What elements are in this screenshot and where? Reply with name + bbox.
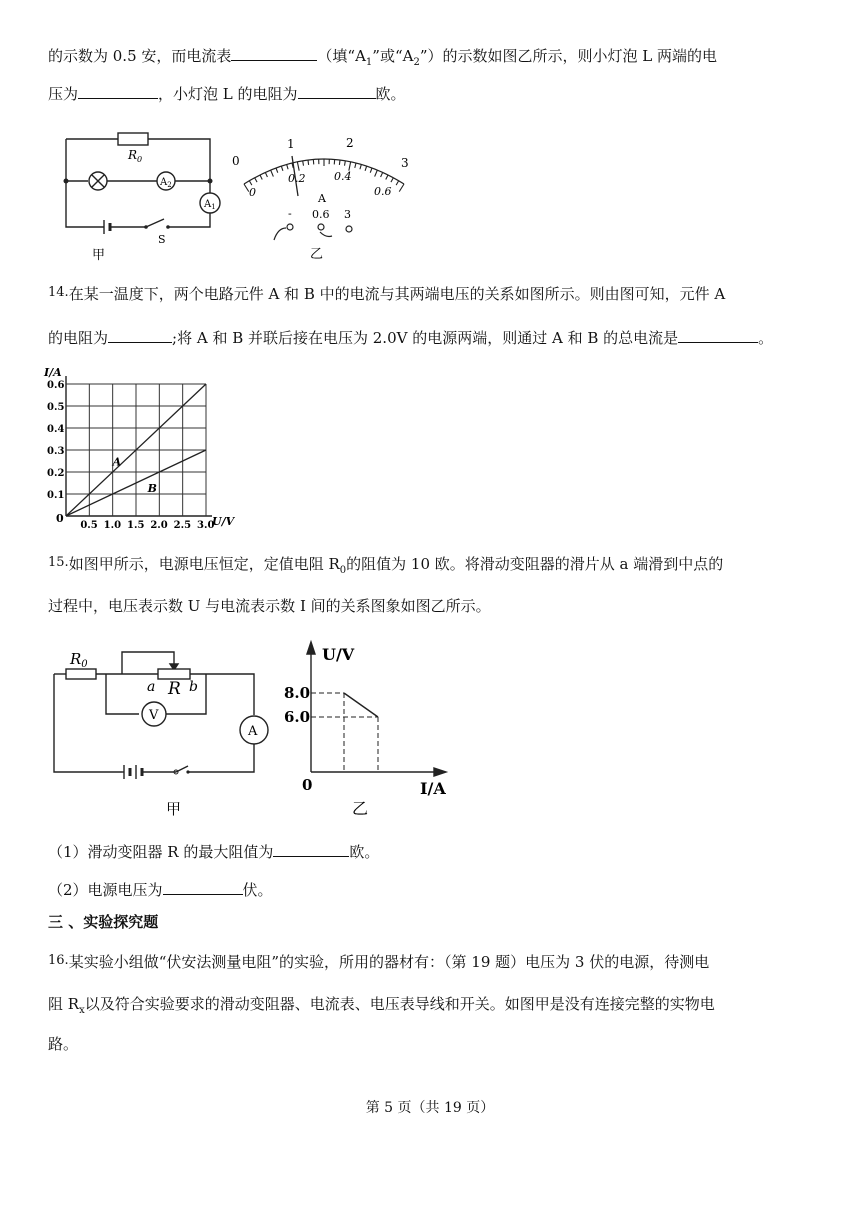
dial-tick (399, 184, 404, 192)
dial-upper-label: 0 (232, 154, 240, 168)
dial-tick (249, 181, 252, 185)
section-heading: 三 、实验探究题 (48, 913, 159, 931)
q15-text: 的阻值为 10 欧。将滑动变阻器的滑片从 a 端滑到中点的 (346, 555, 724, 573)
q16-text: 路。 (48, 1035, 79, 1053)
dial-lower-label: 0.2 (288, 172, 306, 185)
answer-blank[interactable] (231, 44, 317, 61)
terminal-label: 0.6 (312, 208, 330, 221)
q16-text: 某实验小组做“伏安法测量电阻”的实验，所用的器材有：（第 19 题）电压为 3 伏的电源，待测电 (68, 953, 710, 971)
q13-text: ，小灯泡 L 的电阻为 (158, 85, 298, 103)
q15-line-2 (48, 596, 491, 616)
q14-text: 的电阻为 (48, 329, 109, 347)
q14-line-2 (48, 326, 773, 348)
q14-line-1 (48, 284, 725, 306)
q16-text: 以及符合实验要求的滑动变阻器、电流表、电压表导线和开关。如图甲是没有连接完整的实物电 (84, 995, 715, 1013)
q14-text: 在某一温度下，两个电路元件 A 和 B 中的电流与其两端电压的关系如图所示。则由图可知，元件 A (68, 285, 726, 303)
chart-y-tick-label: 0.4 (47, 424, 65, 435)
voltmeter-label: V (149, 708, 159, 723)
chart-xlabel: U/V (212, 515, 235, 528)
q16-subscript: x (79, 1005, 85, 1016)
q13-line-1 (48, 44, 717, 73)
rheostat-end-b-label: b (189, 679, 198, 695)
chart-x-tick-label: 2.5 (173, 520, 192, 531)
dial-tick (355, 163, 356, 168)
dial-tick (386, 175, 388, 179)
page-footer: 第 5 页（共 19 页） (365, 1100, 495, 1116)
dial-tick (308, 160, 309, 165)
q16-line-3 (48, 1034, 78, 1054)
q13-subscript: 1 (365, 57, 373, 68)
q15-text: 欧。 (349, 843, 380, 861)
q14-text: 。 (758, 329, 774, 347)
dial-upper-label: 1 (287, 137, 295, 151)
terminal-label: - (288, 207, 292, 220)
dial-tick (276, 168, 278, 173)
q13-text: 欧。 (375, 85, 406, 103)
chart-series-label: B (147, 481, 157, 495)
q15-ui-graph (278, 638, 460, 824)
q15-subscript: 0 (339, 565, 347, 576)
dial-tick (370, 168, 372, 173)
graph-ylabel: U/V (322, 645, 355, 664)
dial-tick (260, 175, 262, 179)
chart-x-tick-label: 3.0 (197, 520, 215, 531)
figure-caption-yi: 乙 (310, 247, 324, 262)
dial-lower-label: 0.6 (374, 185, 392, 198)
dial-tick (303, 161, 304, 166)
ammeter-a1-label: $A_1$ (204, 199, 216, 211)
chart-x-tick-label: 1.5 (127, 520, 145, 531)
dial-lower-label: 0.4 (334, 170, 352, 183)
q16-text: 阻 R (48, 995, 80, 1013)
graph-y-tick: 6.0 (284, 708, 311, 726)
chart-x-tick-label: 0.5 (80, 520, 98, 531)
chart-ylabel: I/A (44, 366, 62, 379)
graph-origin-label: 0 (302, 776, 313, 794)
rheostat-r-label: R (168, 679, 181, 699)
q15-text: 如图甲所示，电源电压恒定，定值电阻 R (68, 555, 340, 573)
dial-unit-label: A (318, 192, 326, 205)
q16-line-1 (48, 952, 709, 974)
r0-label: $R_0$ (70, 650, 88, 670)
ammeter-label: A (248, 724, 258, 739)
q15-text: （1）滑动变阻器 R 的最大阻值为 (48, 843, 274, 861)
chart-y-tick-label: 0.5 (47, 402, 65, 413)
terminal-label: 3 (344, 208, 351, 221)
chart-series-label: A (112, 455, 122, 469)
q15-text: （2）电源电压为 (48, 881, 163, 899)
dial-tick (265, 172, 267, 177)
q13-text: ”或“A (372, 47, 414, 65)
rheostat-end-a-label: a (147, 679, 156, 695)
dial-tick (375, 170, 378, 176)
figure-caption-jia: 甲 (166, 800, 182, 818)
chart-y-tick-label: 0.3 (47, 446, 65, 457)
dial-tick (381, 172, 383, 177)
dial-tick (297, 162, 299, 171)
answer-blank[interactable] (273, 840, 349, 857)
q15-circuit-diagram (48, 644, 274, 822)
question-number: 14. (48, 285, 69, 300)
dial-tick (281, 166, 283, 171)
q13-circuit-diagram (58, 125, 228, 265)
answer-blank[interactable] (163, 878, 243, 895)
q13-text: ”）的示数如图乙所示，则小灯泡 L 两端的电 (419, 47, 718, 65)
question-number: 15. (48, 555, 69, 570)
q13-text: 压为 (48, 85, 79, 103)
chart-y-tick-label: 0.6 (47, 380, 65, 391)
q15-line-1 (48, 554, 723, 581)
q13-subscript: 2 (413, 57, 420, 68)
chart-y-tick-label: 0.1 (47, 490, 65, 501)
q13-line-2 (48, 82, 406, 104)
dial-tick (396, 181, 399, 185)
dial-tick (365, 166, 367, 171)
iu-chart (40, 362, 240, 532)
switch-s-label: S (158, 233, 166, 246)
dial-tick (360, 164, 361, 169)
q15-sub-2 (48, 878, 273, 900)
answer-blank[interactable] (678, 326, 758, 343)
q13-text: （填“A (317, 47, 366, 65)
dial-upper-label: 2 (346, 136, 354, 150)
chart-y-tick-label: 0.2 (47, 468, 65, 479)
q14-text: ;将 A 和 B 并联后接在电压为 2.0V 的电源两端，则通过 A 和 B 的总电流是 (172, 329, 679, 347)
dial-tick (255, 178, 257, 182)
r0-label: $R_0$ (128, 148, 143, 164)
chart-origin-label: 0 (56, 512, 64, 525)
answer-blank[interactable] (78, 82, 158, 99)
answer-blank[interactable] (108, 326, 172, 343)
dial-tick (391, 178, 393, 182)
dial-tick (339, 160, 340, 165)
chart-x-tick-label: 2.0 (150, 520, 168, 531)
ammeter-a2-label: $A_2$ (160, 177, 172, 189)
graph-xlabel: I/A (420, 779, 446, 798)
ammeter-dial-figure (224, 132, 424, 262)
q13-text: 的示数为 0.5 安，而电流表 (48, 47, 232, 65)
q15-text: 过程中，电压表示数 U 与电流表示数 I 间的关系图象如图乙所示。 (48, 597, 491, 615)
dial-tick (345, 161, 346, 166)
dial-tick (271, 170, 274, 176)
figure-caption-jia: 甲 (92, 248, 106, 263)
question-number: 16. (48, 953, 69, 968)
chart-x-tick-label: 1.0 (103, 520, 122, 531)
graph-y-tick: 8.0 (284, 684, 311, 702)
dial-lower-label: 0 (249, 186, 256, 199)
answer-blank[interactable] (298, 82, 376, 99)
figure-caption-yi: 乙 (352, 799, 369, 818)
q15-text: 伏。 (242, 881, 273, 899)
q16-line-2 (48, 994, 715, 1021)
dial-upper-label: 3 (401, 156, 409, 170)
q15-sub-1 (48, 840, 379, 862)
dial-tick (287, 164, 288, 169)
